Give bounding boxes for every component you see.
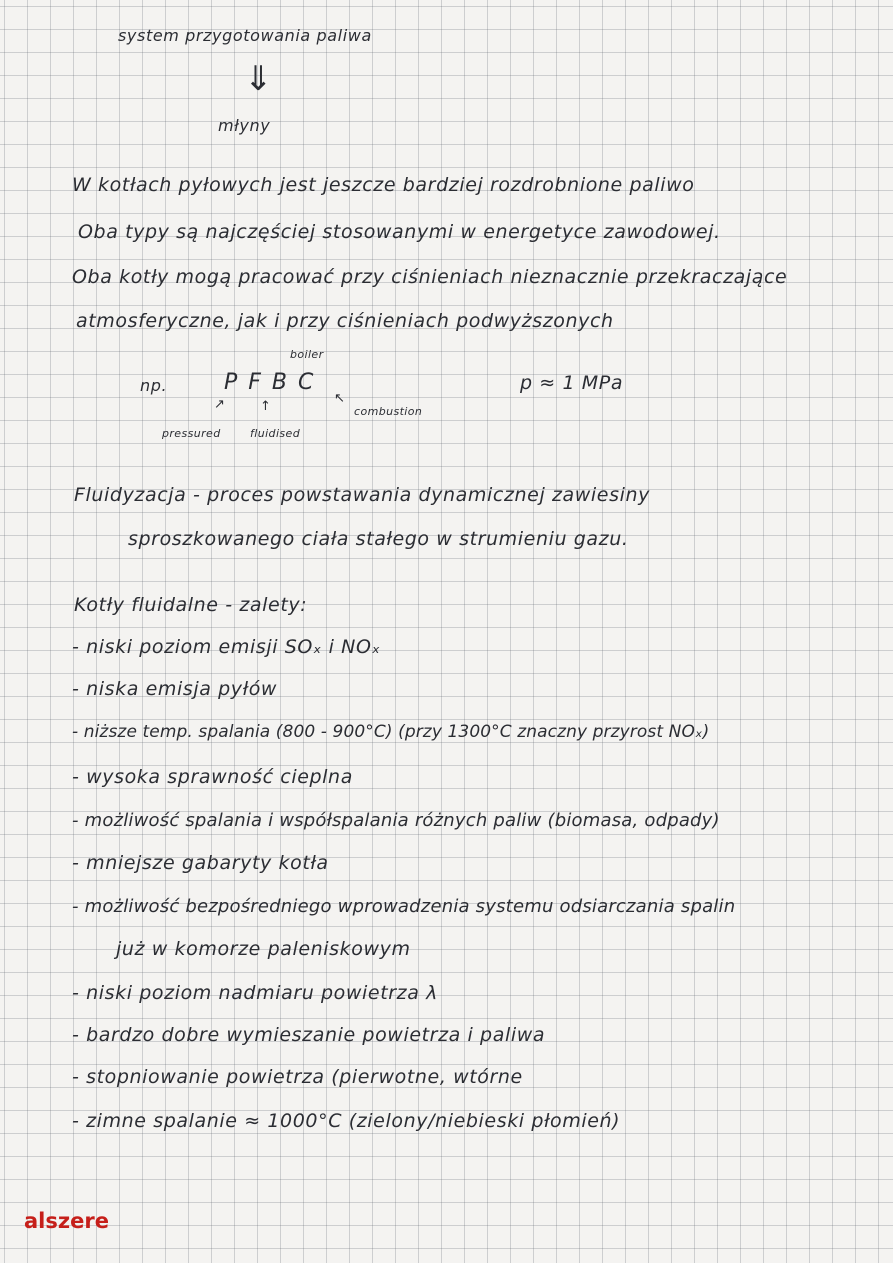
paragraph-line-4: atmosferyczne, jak i przy ciśnieniach podwyższonych (76, 310, 614, 332)
paragraph-line-2: Oba typy są najczęściej stosowanymi w energetyce zawodowej. (78, 221, 721, 243)
pressured-annotation: pressured (162, 427, 221, 440)
advantage-item: - niższe temp. spalania (800 - 900°C) (przy 1300°C znaczny przyrost NOₓ) (72, 722, 710, 742)
paragraph-line-1: W kotłach pyłowych jest jeszcze bardziej rozdrobnione paliwo (72, 174, 695, 196)
pressured-arrow-icon: ↗ (214, 397, 226, 412)
mills-label: młyny (218, 116, 271, 135)
advantage-item: - bardzo dobre wymieszanie powietrza i paliwa (72, 1024, 546, 1046)
definition-line-2: sproszkowanego ciała stałego w strumieniu gazu. (128, 528, 629, 550)
advantage-item: - stopniowanie powietrza (pierwotne, wtórne (72, 1066, 523, 1088)
fluidised-annotation: fluidised (250, 427, 301, 440)
advantage-item: - mniejsze gabaryty kotła (72, 852, 329, 874)
advantages-heading: Kotły fluidalne - zalety: (74, 594, 308, 616)
advantage-item: - możliwość bezpośredniego wprowadzenia systemu odsiarczania spalin (72, 896, 736, 917)
paragraph-line-3: Oba kotły mogą pracować przy ciśnieniach nieznacznie przekraczające (72, 266, 788, 288)
watermark-logo: alszere (24, 1209, 109, 1233)
advantage-item: - niski poziom nadmiaru powietrza λ (72, 982, 438, 1004)
boiler-annotation: boiler (290, 348, 324, 361)
example-prefix: np. (140, 376, 168, 395)
advantage-item: - możliwość spalania i współspalania różnych paliw (biomasa, odpady) (72, 810, 720, 831)
combustion-arrow-icon: ↖ (334, 391, 346, 406)
pressure-value: p ≈ 1 MPa (520, 372, 624, 394)
advantage-item: - wysoka sprawność cieplna (72, 766, 353, 788)
fluidised-arrow-icon: ↑ (260, 399, 272, 414)
pfbc-acronym: P F B C (224, 370, 316, 395)
fuel-preparation-system: system przygotowania paliwa (118, 26, 372, 45)
advantage-item-continuation: już w komorze paleniskowym (116, 938, 411, 960)
combustion-annotation: combustion (354, 405, 423, 418)
advantage-item: - zimne spalanie ≈ 1000°C (zielony/niebieski płomień) (72, 1110, 621, 1132)
definition-line-1: Fluidyzacja - proces powstawania dynamicznej zawiesiny (74, 484, 650, 506)
advantage-item: - niska emisja pyłów (72, 678, 278, 700)
double-arrow-down-icon: ⇓ (244, 59, 274, 99)
advantage-item: - niski poziom emisji SOₓ i NOₓ (72, 636, 381, 658)
